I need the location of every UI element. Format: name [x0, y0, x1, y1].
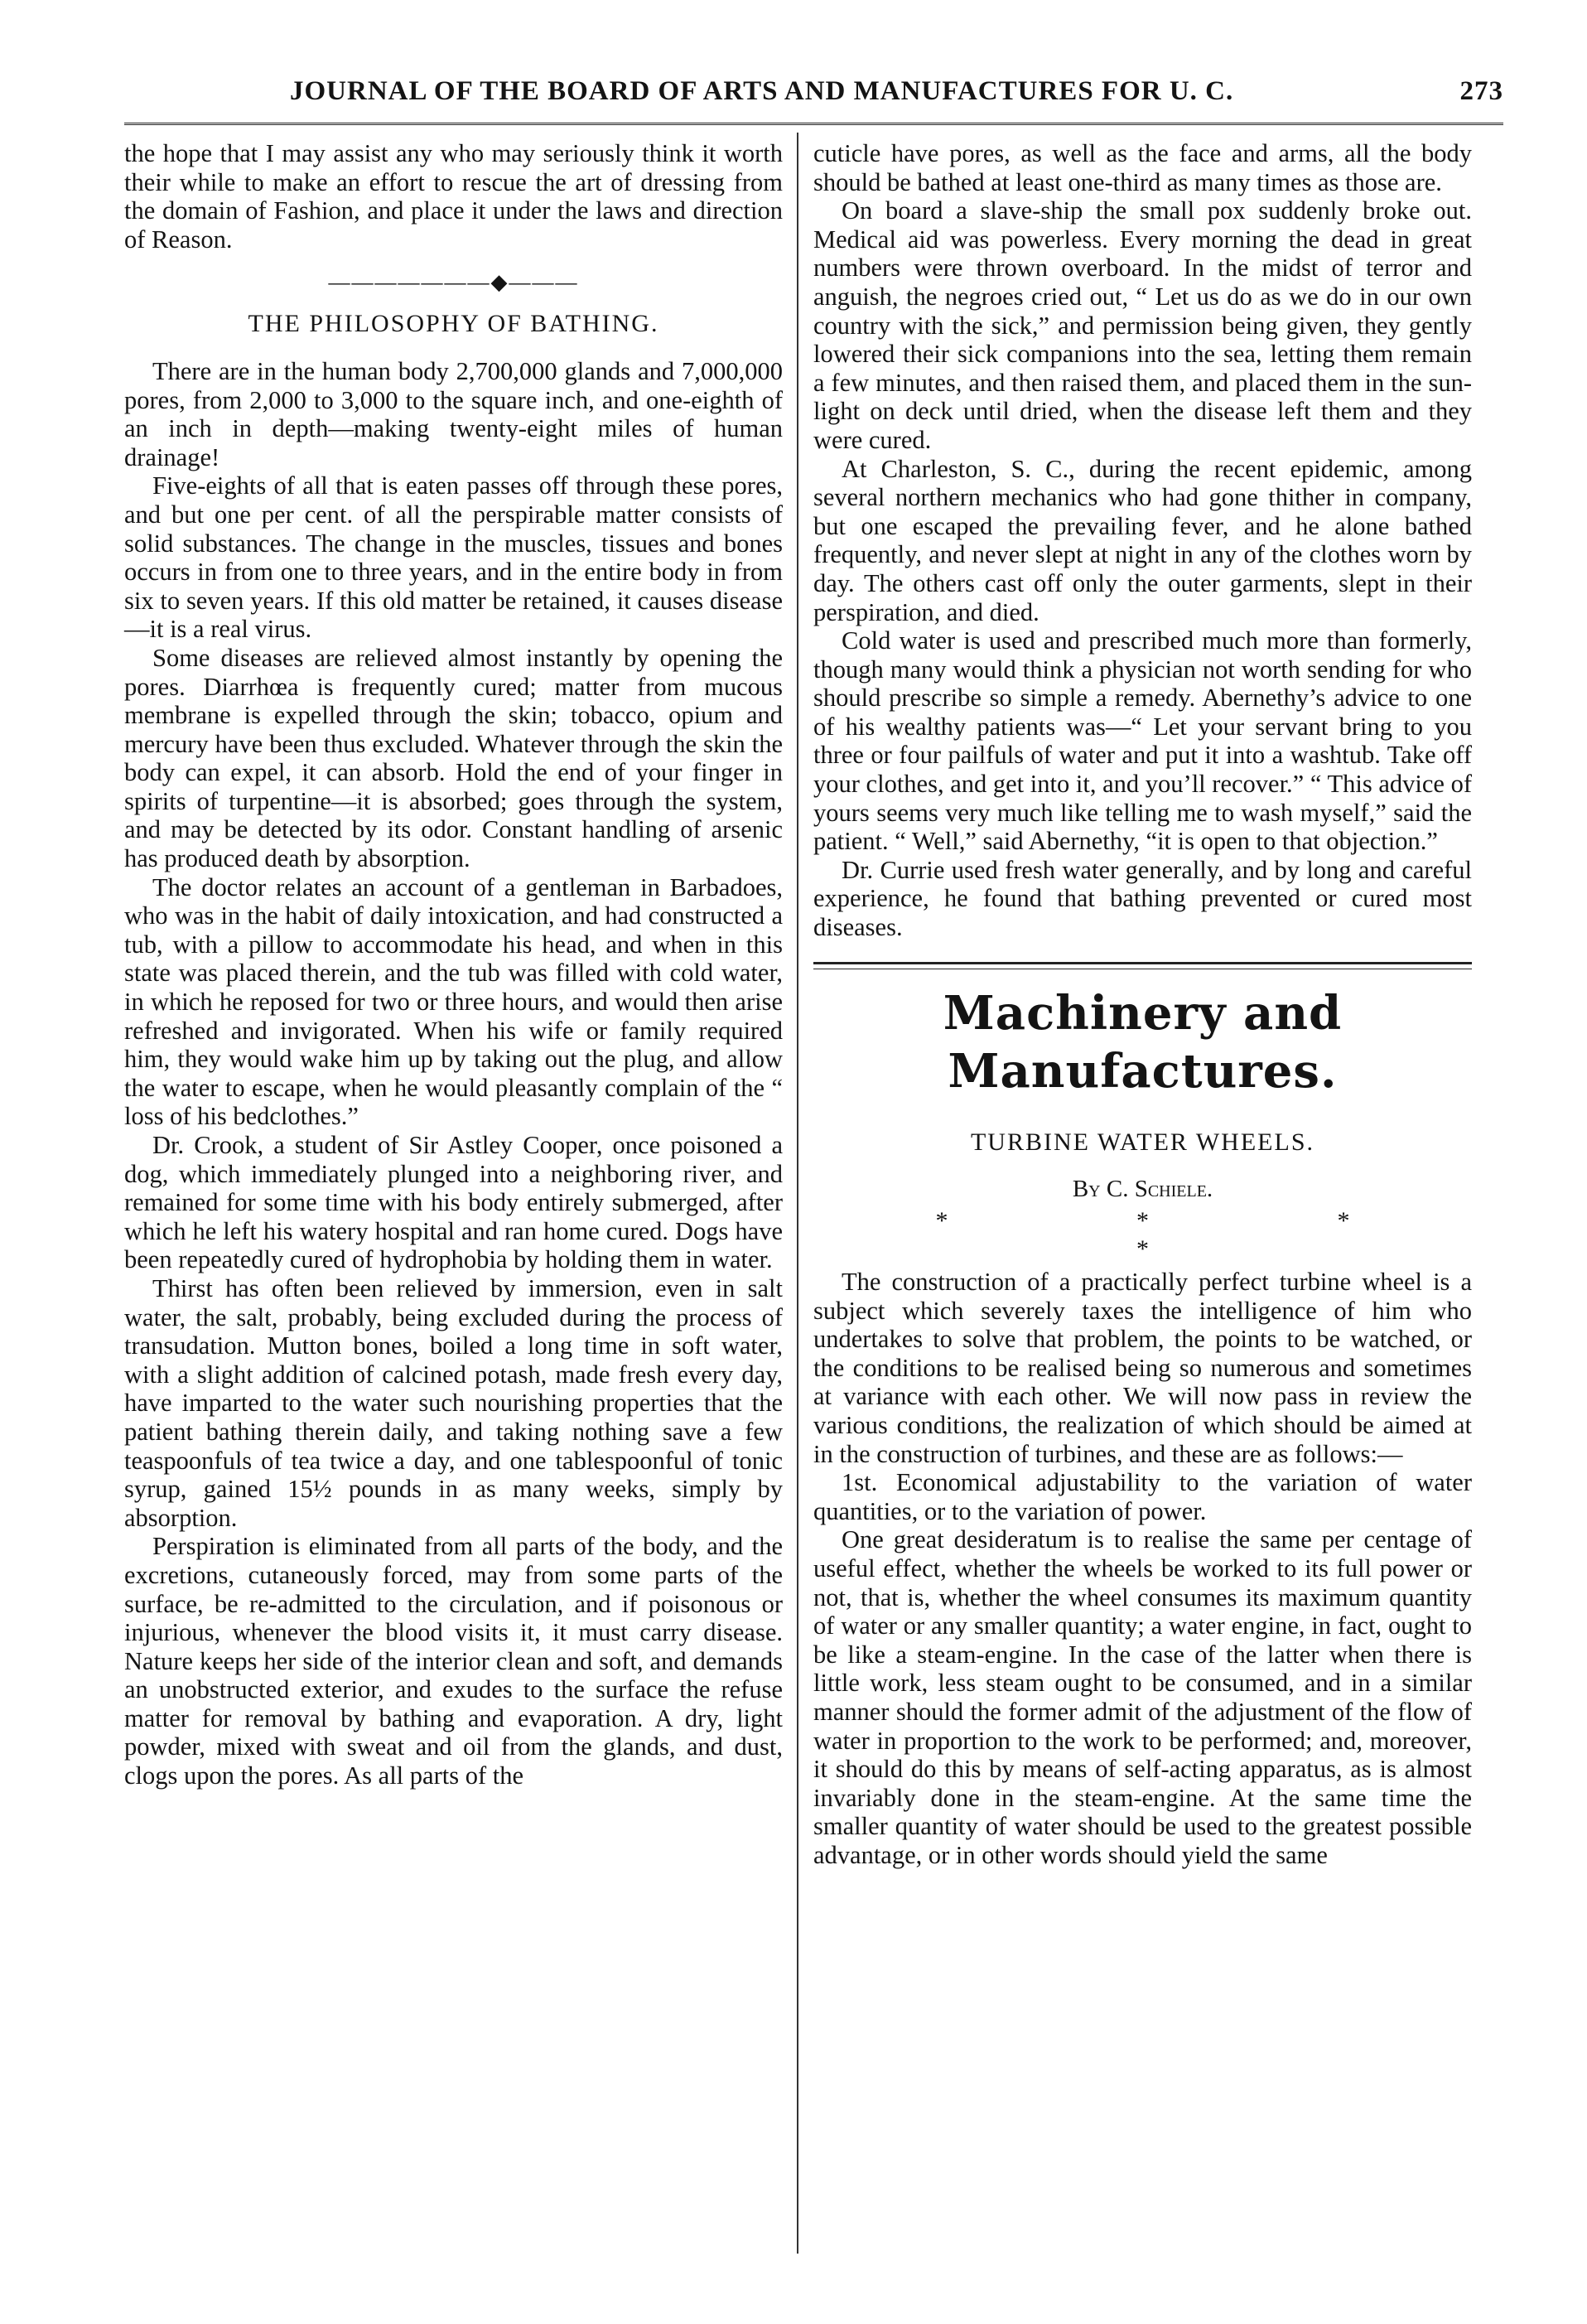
paragraph: Dr. Crook, a student of Sir Astley Cooper, once poisoned a dog, which immediately plunged into a neighboring river, and remained for some time with his body entirely submerged, after which he left his watery hospital and ran home cured. Dogs have been repeatedly cured of hydrophobia by holding them in water. [124, 1131, 783, 1274]
paragraph: Five-eights of all that is eaten passes off through these pores, and but one per cent. of all the perspirable matter consists of solid substances. The change in the muscles, tissues and bones occurs in from one to three years, and in the entire body in from six to seven years. If this old matter be retained, it causes disease—it is a real virus. [124, 471, 783, 644]
article-title-bathing: THE PHILOSOPHY OF BATHING. [248, 310, 659, 338]
paragraph: Cold water is used and prescribed much more than formerly, though many would think a physician not worth sending for who should prescribe so simple a remedy. Abernethy’s advice to one of his wealthy patients was—“ Let your servant bring to you three or four pailfuls of water and put it into a washtub. Take off your clothes, and get into it, and you’ll recover.” “ This advice of yours seems very much like telling me to wash myself,” said the patient. “ Well,” said Abernethy, “it is open to that objection.” [813, 626, 1472, 856]
paragraph: At Charleston, S. C., during the recent epidemic, among several northern mechanics who had gone thither in company, but one escaped the prevailing fever, and he alone bathed frequently, and never slept at night in any of the clothes worn by day. The others cast off only the outer garments, slept in their perspiration, and died. [813, 454, 1472, 626]
continued-paragraph: the hope that I may assist any who may seriously think it worth their while to make an effort to rescue the art of dressing from the domain of Fashion, and place it under the laws and direction of Reason. [124, 139, 783, 254]
paragraph: There are in the human body 2,700,000 glands and 7,000,000 pores, from 2,000 to 3,000 to the square inch, and one-eighth of an inch in depth—making twenty-eight miles of human drainage! [124, 356, 783, 471]
section-ornament: ———————◆——— [328, 270, 579, 295]
header-rule [124, 123, 1503, 125]
section-heading: Machinery and Manufactures. [943, 985, 1343, 1099]
continued-paragraph: cuticle have pores, as well as the face and arms, all the body should be bathed at least one-third as many times as those are. [813, 139, 1472, 196]
paragraph: One great desideratum is to realise the same per centage of useful effect, whether the wheels be worked to its full power or not, that is, whether the wheel consumes its maximum quantity of water or any smaller quantity; a water engine, in fact, ought to be like a steam-engine. In the case of the latter when there is little work, less steam ought to be consumed, and in a similar manner should the former admit of the adjustment of the flow of water in proportion to the work to be performed; and, moreover, it should do this by means of self-acting apparatus, as is almost invariably done in the steam-engine. At the same time the smaller quantity of water should be used to the greatest possible advantage, or in other words should yield the same [813, 1525, 1472, 1869]
paragraph: The doctor relates an account of a gentleman in Barbadoes, who was in the habit of daily intoxication, and had constructed a tub, with a pillow to accommodate his head, and when in this state was placed therein, and the tub was filled with cold water, in which he reposed for two or three hours, and would then arise refreshed and invigorated. When his wife or family required him, they would wake him up by taking out the plug, and allow the water to escape, when he would pleasantly complain of the “ loss of his bedclothes.” [124, 872, 783, 1131]
paragraph: Thirst has often been relieved by immersion, even in salt water, the salt, probably, being excluded during the process of transudation. Mutton bones, boiled a long time in soft water, with a slight addition of calcined potash, made fresh every day, have imparted to the water such nourishing properties that the patient bathing therein daily, and taking nothing save a few teaspoonfuls of tea twice a day, and one tablespoonful of tonic syrup, gained 15½ pounds in as many weeks, simply by absorption. [124, 1273, 783, 1532]
article-title-turbine: TURBINE WATER WHEELS. [970, 1128, 1315, 1156]
byline: By C. Schiele. [1072, 1176, 1213, 1203]
left-column [124, 139, 783, 1790]
right-column [813, 139, 1472, 1869]
paragraph: Perspiration is eliminated from all parts of the body, and the excretions, cutaneously forced, may from some parts of the surface, be re-admitted to the circulation, and if poisonous or injurious, whenever the blood visits it, it must carry disease. Nature keeps her side of the interior clean and soft, and demands an unobstructed exterior, and exudes to the surface the refuse matter for removal by bathing and evaporation. A dry, light powder, mixed with sweat and oil from the glands, and dust, clogs upon the pores. As all parts of the [124, 1532, 783, 1790]
running-title: JOURNAL OF THE BOARD OF ARTS AND MANUFACTURES FOR U. C. [290, 76, 1234, 106]
paragraph: Some diseases are relieved almost instantly by opening the pores. Diarrhœa is frequently cured; matter from mucous membrane is expelled through the skin; tobacco, opium and mercury have been thus excluded. Whatever through the skin the body can expel, it can absorb. Hold the end of your finger in spirits of turpentine—it is absorbed; goes through the system, and may be detected by its odor. Constant handling of arsenic has produced death by absorption. [124, 643, 783, 873]
paragraph: On board a slave-ship the small pox suddenly broke out. Medical aid was powerless. Every morning the dead in great numbers were thrown overboard. In the midst of terror and anguish, the negroes cried out, “ Let us do as we do in our own country with the sick,” and permission being given, they gently lowered their sick companions into the sea, letting them remain a few minutes, and then raised them, and placed them in the sun-light on deck until dried, when the disease left them and they were cured. [813, 196, 1472, 454]
paragraph: Dr. Currie used fresh water generally, and by long and careful experience, he found that bathing prevented or cured most diseases. [813, 855, 1472, 942]
paragraph: 1st. Economical adjustability to the variation of water quantities, or to the variation of power. [813, 1468, 1472, 1525]
page-number: 273 [1459, 76, 1503, 106]
paragraph: The construction of a practically perfect turbine wheel is a subject which severely taxes the intelligence of him who undertakes to solve that problem, the points to be watched, or the conditions to be realised being so numerous and sometimes at variance with each other. We will now pass in review the various conditions, the realization of which should be aimed at in the construction of turbines, and these are as follows:— [813, 1268, 1472, 1468]
ellipsis-stars: * * * * [935, 1206, 1441, 1263]
column-divider [797, 133, 798, 2254]
section-rule [813, 962, 1472, 969]
